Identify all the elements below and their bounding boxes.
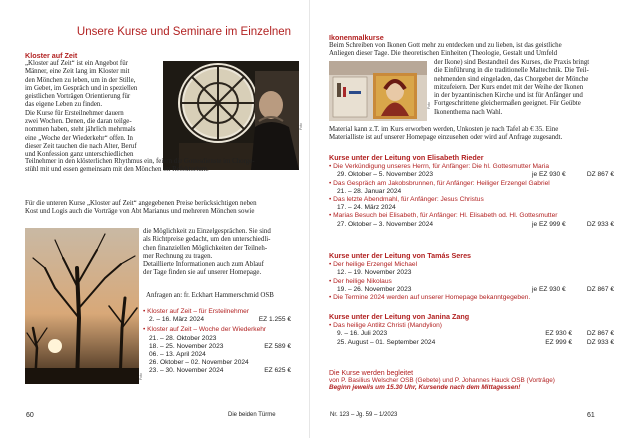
kloster-continued-text: Teilnehmer in den klösterlichen Rhythmus ein, feiern die Gottesdienste im Chorge- stühl mit und essen gemeinsam mit den Mönchen im Refektorium. (25, 158, 255, 174)
wieder-row: 21. – 28. Oktober 2023 (149, 334, 217, 342)
wieder-row: 06. – 13. April 2024 (149, 351, 206, 359)
ikonen-intro-text: Beim Schreiben von Ikonen Gott mehr zu entdecken und zu lieben, ist das geistliche Anliegen dieser Tage. Die theoretischen Einheiten (Theologie, Gestalt und Umfeld (329, 42, 562, 58)
photo-credit-1: Foto (299, 122, 303, 130)
icon-painting-photo (329, 61, 427, 121)
page-title: Unsere Kurse und Seminare im Einzelnen (76, 26, 292, 38)
course-title: • Das heilige Antlitz Christi (Mandylion) (329, 322, 614, 330)
course-title: • Das Gespräch am Jakobsbrunnen, für Anfänger: Heiliger Erzengel Gabriel (329, 180, 614, 188)
photo-credit-2: Foto (139, 372, 143, 380)
course-title: • Marias Besuch bei Elisabeth, für Anfänger: Hl. Elisabeth od. Hl. Gottesmutter (329, 212, 614, 220)
kloster-intro-text: „Kloster auf Zeit“ ist ein Angebot für Männer, eine Zeit lang im Kloster mit den Mönchen zu leben, um in der Stille, im Gebet, im Gespräch und in speziellen geistlichen Vorträgen Orientierung für das eigene Leben zu finden. Die Kurse für Ersteilnehmer dauern zwei Wochen. Denen, die daran teilge- nommen haben, steht jährlich mehrmals eine „Woche der Wiederkehr“ offen. In dieser Zeit tauchen die nach Alter, Beruf und Konfession ganz unterschiedlichen (25, 60, 138, 159)
price-side-text: die Möglichkeit zu Einzelgesprächen. Sie sind als Richtpreise gedacht, um den unterschiedli- chen finanziellen Möglichkeiten der Teilneh- mer Rechnung zu tragen. Detaillierte Informationen auch zum Ablauf der Tage finden sie auf unserer Homepage. (143, 228, 271, 277)
page-number-right: 61 (587, 412, 595, 419)
course-title: • Die Verkündigung unseres Herrn, für Anfänger: Die hl. Gottesmutter Maria (329, 163, 614, 171)
course-row: 17. – 24. März 2024 (337, 204, 396, 212)
course-guides-note (329, 370, 619, 391)
course-row: 12. – 19. November 2023 (337, 269, 412, 277)
ikonen-material-text: Material kann z.T. im Kurs erworben werden, Unkosten je nach Tafel ab € 35. Eine Materialliste ist auf unserer Homepage einzusehen oder wird auf Anfrage zugesandt. (329, 126, 563, 142)
course-row: 9. – 16. Juli 2023 EZ 930 € DZ 867 € (337, 330, 614, 338)
course-row: 21. – 28. Januar 2024 (337, 187, 402, 195)
guides-line-1: Die Kurse werden begleitet (329, 370, 414, 377)
rieder-heading: Kurse unter der Leitung von Elisabeth Rieder (329, 153, 484, 162)
course-title: • Der heilige Nikolaus (329, 278, 614, 286)
right-page (310, 0, 619, 438)
course-row: 29. Oktober – 5. November 2023 je EZ 930 € DZ 867 € (337, 171, 614, 179)
course-title: • Der heilige Erzengel Michael (329, 261, 614, 269)
photo-credit-3: Foto (427, 101, 431, 109)
ikonen-description: der Ikone) sind Bestandteil des Kurses, die Praxis bringt die Einführung in die traditionelle Maltechnik. Die Teil- nehmenden sind eingeladen, das Chorgebet der Mönche mitzufeiern. Der Kurs endet mit der Weihe der Ikonen in der byzantinischen Kirche und ist für Anfänger und Fortgeschrittene gleichermaßen geeignet. Für Geübte Ikonenthema nach Wahl. (434, 59, 590, 116)
wieder-course-title: • Kloster auf Zeit – Woche der Wiederkehr (143, 326, 291, 334)
kloster-heading: Kloster auf Zeit (25, 51, 78, 60)
course-row: 27. Oktober – 3. November 2024 je EZ 999 € DZ 933 € (337, 220, 614, 228)
monk-window-photo (163, 61, 299, 170)
course-row: 25. August – 01. September 2024 EZ 999 € DZ 933 € (337, 338, 614, 346)
wieder-row: 18. – 25. November 2023 EZ 589 € (149, 342, 291, 350)
issue-footer: Nr. 123 – Jg. 59 – 1/2023 (330, 412, 398, 418)
wieder-row: 23. – 30. November 2024 EZ 625 € (149, 367, 291, 375)
seres-heading: Kurse unter der Leitung von Tamás Seres (329, 251, 472, 260)
course-title: • Das letzte Abendmahl, für Anfänger: Jesus Christus (329, 196, 614, 204)
zang-heading: Kurse unter der Leitung von Janina Zang (329, 312, 470, 321)
kloster-schedule (143, 308, 291, 376)
guides-line-2: von P. Basilius Welscher OSB (Gebete) und P. Johannes Hauck OSB (Vorträge) (329, 377, 555, 384)
contact-line: Anfragen an: fr. Eckhart Hammerschmid OSB (146, 292, 274, 299)
page-number-left: 60 (26, 412, 34, 419)
seres-courses (329, 252, 614, 302)
guides-line-3: Beginn jeweils um 15.30 Uhr, Kursende nach dem Mittagessen! (329, 384, 521, 391)
price-info-text: Für die unteren Kurse „Kloster auf Zeit“ angegebenen Preise berücksichtigen neben Kost und Logis auch die Vorträge von Abt Marianus und mehreren Mönchen sowie (25, 200, 257, 216)
rieder-courses (329, 154, 614, 229)
erst-course-row: 2. – 16. März 2024 EZ 1.255 € (149, 316, 291, 324)
course-row: 19. – 26. November 2023 je EZ 930 € DZ 867 € (337, 285, 614, 293)
ikonen-heading: Ikonenmalkurse (329, 33, 384, 42)
magazine-title-footer: Die beiden Türme (228, 412, 276, 418)
erst-course-title: • Kloster auf Zeit – für Ersteilnehmer (143, 308, 291, 316)
homepage-note: • Die Termine 2024 werden auf unserer Homepage bekanntgegeben. (329, 294, 614, 302)
sunset-trees-photo (25, 228, 139, 384)
wieder-row: 26. Oktober – 02. November 2024 (149, 359, 249, 367)
zang-courses (329, 313, 614, 347)
